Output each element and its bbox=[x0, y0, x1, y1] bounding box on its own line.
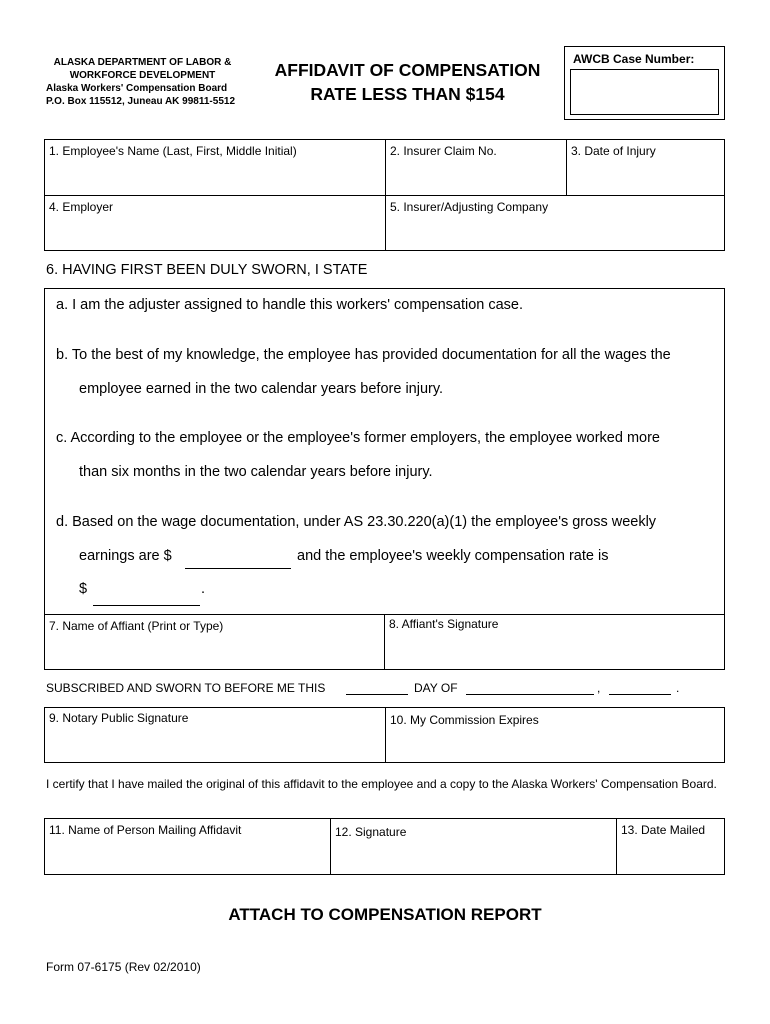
sworn-prefix: SUBSCRIBED AND SWORN TO BEFORE ME THIS bbox=[46, 681, 326, 695]
form-number: Form 07-6175 (Rev 02/2010) bbox=[46, 960, 201, 974]
notary-signature-label: 9. Notary Public Signature bbox=[49, 711, 189, 725]
mailer-signature-label: 12. Signature bbox=[335, 825, 407, 839]
sworn-day-input[interactable] bbox=[346, 694, 408, 695]
affiant-name-field[interactable] bbox=[45, 615, 384, 669]
statement-c-line2: than six months in the two calendar years before injury. bbox=[79, 464, 433, 480]
case-number-box bbox=[564, 46, 725, 120]
statement-d-line1: d. Based on the wage documentation, under AS 23.30.220(a)(1) the employee's gross weekly bbox=[56, 514, 657, 530]
form-title bbox=[255, 58, 560, 106]
statement-a: a. I am the adjuster assigned to handle this workers' compensation case. bbox=[56, 297, 524, 313]
employer-field[interactable] bbox=[45, 196, 385, 250]
sworn-period: . bbox=[676, 681, 680, 695]
date-of-injury-label: 3. Date of Injury bbox=[571, 144, 656, 158]
sworn-day-of: DAY OF bbox=[414, 681, 458, 695]
claim-info-table bbox=[44, 139, 725, 251]
sworn-comma: , bbox=[597, 681, 601, 695]
certify-statement: I certify that I have mailed the original of this affidavit to the employee and a copy to the Alaska Workers' Compensation Board. bbox=[46, 777, 717, 791]
mailer-name-label: 11. Name of Person Mailing Affidavit bbox=[49, 823, 242, 837]
agency-name-line1: ALASKA DEPARTMENT OF LABOR & bbox=[53, 57, 232, 68]
notary-signature-field[interactable] bbox=[45, 707, 385, 761]
attach-instruction: ATTACH TO COMPENSATION REPORT bbox=[228, 905, 542, 924]
employee-name-label: 1. Employee's Name (Last, First, Middle Initial) bbox=[49, 144, 297, 158]
commission-expires-field[interactable] bbox=[386, 709, 724, 761]
sworn-year-input[interactable] bbox=[609, 694, 671, 695]
case-number-label: AWCB Case Number: bbox=[573, 52, 695, 66]
commission-expires-label: 10. My Commission Expires bbox=[390, 713, 539, 727]
affiant-name-label: 7. Name of Affiant (Print or Type) bbox=[49, 619, 224, 633]
date-mailed-label: 13. Date Mailed bbox=[621, 823, 706, 837]
sworn-month-input[interactable] bbox=[466, 694, 594, 695]
statement-d-line2-prefix: earnings are $ bbox=[79, 548, 172, 564]
case-number-input[interactable] bbox=[570, 69, 719, 115]
statement-b-line2: employee earned in the two calendar years before injury. bbox=[79, 381, 444, 397]
insurer-claim-label: 2. Insurer Claim No. bbox=[390, 144, 497, 158]
statement-d-line3-prefix: $ bbox=[79, 581, 88, 597]
form-title-line2: RATE LESS THAN $154 bbox=[310, 84, 505, 104]
statement-heading: 6. HAVING FIRST BEEN DULY SWORN, I STATE bbox=[46, 262, 368, 278]
employee-name-field[interactable] bbox=[45, 140, 385, 195]
agency-block bbox=[40, 56, 245, 108]
insurer-claim-field[interactable] bbox=[386, 140, 566, 195]
form-title-line1: AFFIDAVIT OF COMPENSATION bbox=[274, 60, 541, 80]
statement-d-line3-suffix: . bbox=[201, 581, 206, 597]
agency-name-line2: WORKFORCE DEVELOPMENT bbox=[69, 70, 216, 81]
notary-table bbox=[44, 707, 725, 763]
affiant-signature-field[interactable] bbox=[385, 613, 724, 667]
gross-weekly-earnings-input[interactable] bbox=[185, 568, 291, 569]
date-mailed-field[interactable] bbox=[617, 819, 724, 874]
date-of-injury-field[interactable] bbox=[567, 140, 724, 195]
affiant-signature-label: 8. Affiant's Signature bbox=[389, 617, 499, 631]
insurer-company-field[interactable] bbox=[386, 196, 724, 250]
insurer-company-label: 5. Insurer/Adjusting Company bbox=[390, 200, 549, 214]
agency-address: P.O. Box 115512, Juneau AK 99811-5512 bbox=[46, 96, 236, 107]
mailer-signature-field[interactable] bbox=[331, 821, 616, 874]
agency-board: Alaska Workers' Compensation Board bbox=[46, 83, 228, 94]
mailing-table bbox=[44, 818, 725, 875]
statement-b-line1: b. To the best of my knowledge, the employee has provided documentation for all the wages the bbox=[56, 347, 671, 363]
mailer-name-field[interactable] bbox=[45, 819, 330, 874]
statement-c-line1: c. According to the employee or the employee's former employers, the employee worked more bbox=[56, 430, 661, 446]
statement-d-line2-middle: and the employee's weekly compensation rate is bbox=[297, 548, 609, 564]
employer-label: 4. Employer bbox=[49, 200, 114, 214]
weekly-comp-rate-input[interactable] bbox=[93, 605, 200, 606]
